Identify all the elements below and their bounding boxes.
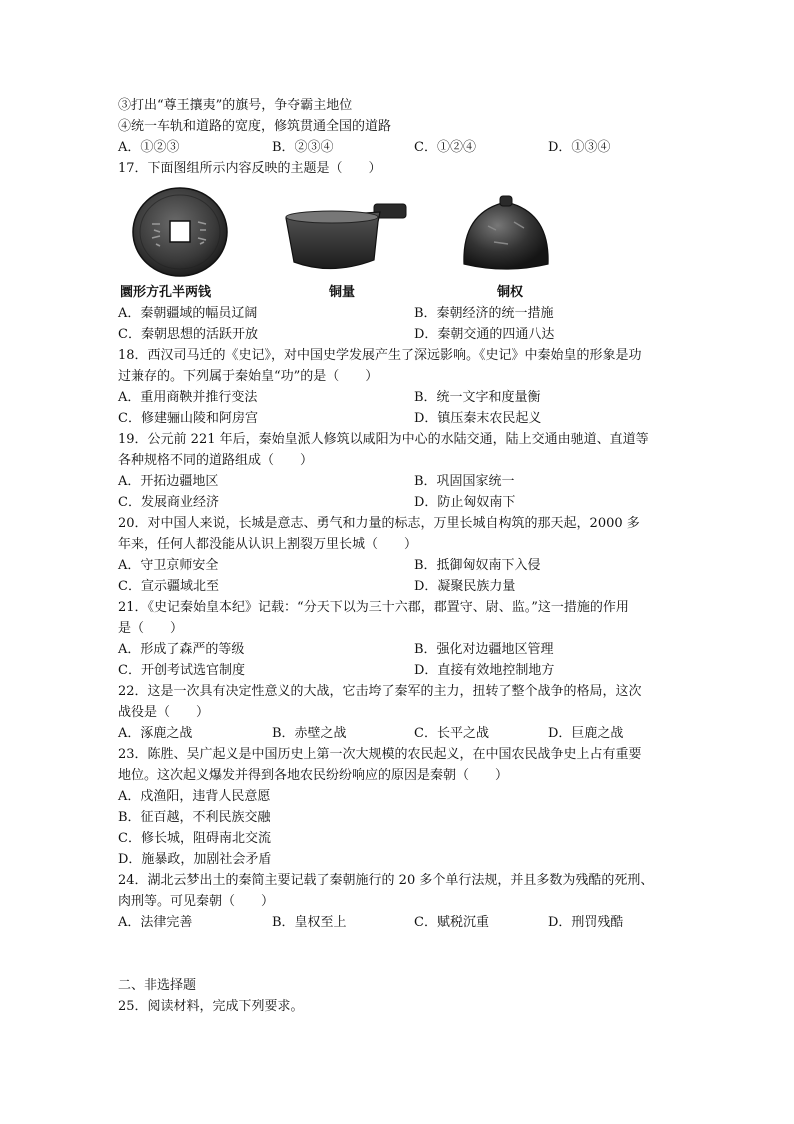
q23-stem-line-1: 23．陈胜、吴广起义是中国历史上第一次大规模的农民起义，在中国农民战争史上占有重要 (118, 747, 642, 762)
q25-stem: 25．阅读材料，完成下列要求。 (118, 999, 304, 1014)
q17-stem: 17．下面图组所示内容反映的主题是（ ） (118, 161, 382, 176)
q23-option-b[interactable]: B．征百越，不利民族交融 (118, 810, 271, 825)
q19-option-d[interactable]: D．防止匈奴南下 (414, 495, 516, 510)
q24-option-a[interactable]: A．法律完善 (118, 915, 193, 930)
q17-option-a[interactable]: A．秦朝疆域的幅员辽阔 (118, 306, 258, 321)
q16-option-d[interactable]: D．①③④ (548, 140, 611, 155)
weight-caption: 铜权 (497, 285, 524, 300)
q22-stem-line-2: 战役是（ ） (118, 705, 210, 720)
q22-option-d[interactable]: D．巨鹿之战 (548, 726, 624, 741)
q21-option-a[interactable]: A．形成了森严的等级 (118, 642, 245, 657)
q16-option-a[interactable]: A．①②③ (118, 140, 180, 155)
q18-stem-line-2: 过兼存的。下列属于秦始皇“功”的是（ ） (118, 369, 379, 384)
q18-option-b[interactable]: B．统一文字和度量衡 (414, 390, 541, 405)
q22-option-b[interactable]: B．赤壁之战 (272, 726, 347, 741)
bronze-weight-image (458, 192, 554, 276)
q17-option-d[interactable]: D．秦朝交通的四通八达 (414, 327, 555, 342)
q17-option-b[interactable]: B．秦朝经济的统一措施 (414, 306, 554, 321)
q20-stem-line-1: 20．对中国人来说，长城是意志、勇气和力量的标志，万里长城自构筑的那天起，2000 多 (118, 516, 640, 531)
q24-option-c[interactable]: C．赋税沉重 (414, 915, 489, 930)
measure-caption: 铜量 (329, 285, 356, 300)
coin-image (130, 186, 230, 278)
q23-option-a[interactable]: A．戍渔阳，违背人民意愿 (118, 789, 271, 804)
item-3-line: ③打出“尊王攘夷”的旗号，争夺霸主地位 (118, 98, 353, 113)
q17-option-c[interactable]: C．秦朝思想的活跃开放 (118, 327, 258, 342)
q21-stem-line-1: 21．《史记秦始皇本纪》记载：“分天下以为三十六郡，郡置守、尉、监。”这一措施的作用 (118, 600, 629, 615)
q18-option-c[interactable]: C．修建骊山陵和阿房宫 (118, 411, 258, 426)
q23-option-c[interactable]: C．修长城，阻碍南北交流 (118, 831, 271, 846)
q20-option-c[interactable]: C．宣示疆域北至 (118, 579, 219, 594)
q22-stem-line-1: 22．这是一次具有决定性意义的大战，它击垮了秦军的主力，扭转了整个战争的格局，这次 (118, 684, 642, 699)
q16-option-c[interactable]: C．①②④ (414, 140, 476, 155)
q24-stem-line-1: 24．湖北云梦出土的秦简主要记载了秦朝施行的 20 多个单行法规，并且多数为残酷的死刑、 (118, 873, 654, 888)
q21-option-b[interactable]: B．强化对边疆地区管理 (414, 642, 554, 657)
q24-stem-line-2: 肉刑等。可见秦朝（ ） (118, 894, 275, 909)
q20-stem-line-2: 年来，任何人都没能从认识上割裂万里长城（ ） (118, 537, 418, 552)
q23-option-d[interactable]: D．施暴政，加剧社会矛盾 (118, 852, 272, 867)
q18-stem-line-1: 18．西汉司马迁的《史记》，对中国史学发展产生了深远影响。《史记》中秦始皇的形象是功 (118, 348, 642, 363)
q19-option-b[interactable]: B．巩固国家统一 (414, 474, 515, 489)
q21-option-c[interactable]: C．开创考试选官制度 (118, 663, 245, 678)
q16-option-b[interactable]: B．②③④ (272, 140, 334, 155)
q21-option-d[interactable]: D．直接有效地控制地方 (414, 663, 555, 678)
q19-option-c[interactable]: C．发展商业经济 (118, 495, 219, 510)
q19-stem-line-1: 19．公元前 221 年后，秦始皇派人修筑以咸阳为中心的水陆交通，陆上交通由驰道、直道等 (118, 432, 649, 447)
q20-option-b[interactable]: B．抵御匈奴南下入侵 (414, 558, 541, 573)
q20-option-d[interactable]: D．凝聚民族力量 (414, 579, 516, 594)
q19-stem-line-2: 各种规格不同的道路组成（ ） (118, 453, 314, 468)
q24-option-d[interactable]: D．刑罚残酷 (548, 915, 624, 930)
q21-stem-line-2: 是（ ） (118, 621, 184, 636)
q18-option-d[interactable]: D．镇压秦末农民起义 (414, 411, 542, 426)
bronze-measure-image (282, 200, 410, 276)
q19-option-a[interactable]: A．开拓边疆地区 (118, 474, 219, 489)
item-4-line: ④统一车轨和道路的宽度，修筑贯通全国的道路 (118, 119, 392, 134)
q23-stem-line-2: 地位。这次起义爆发并得到各地农民纷纷响应的原因是秦朝（ ） (118, 768, 509, 783)
q22-option-a[interactable]: A．涿鹿之战 (118, 726, 193, 741)
q18-option-a[interactable]: A．重用商鞅并推行变法 (118, 390, 258, 405)
q24-option-b[interactable]: B．皇权至上 (272, 915, 347, 930)
section-2-heading: 二、非选择题 (118, 978, 197, 993)
q22-option-c[interactable]: C．长平之战 (414, 726, 489, 741)
coin-caption: 圜形方孔半两钱 (120, 285, 212, 300)
q20-option-a[interactable]: A．守卫京师安全 (118, 558, 219, 573)
